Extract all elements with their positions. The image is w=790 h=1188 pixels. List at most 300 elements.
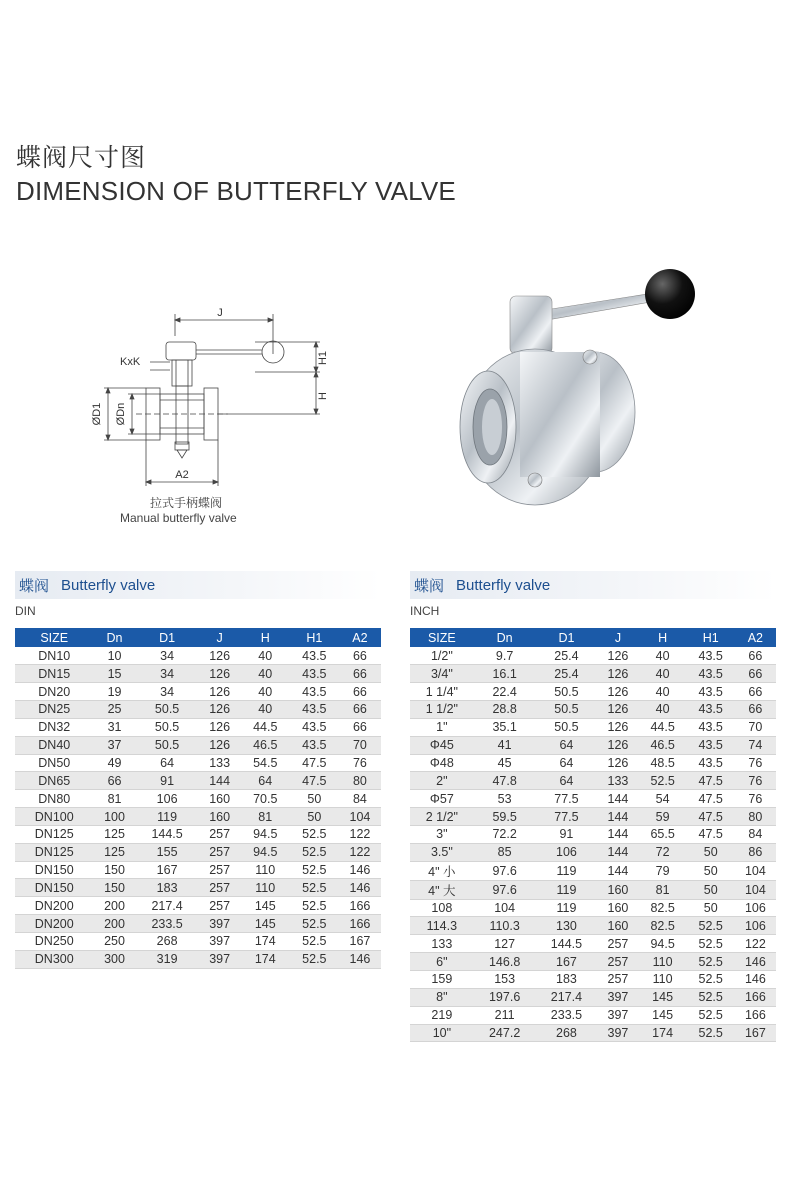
table-row xyxy=(15,647,381,665)
table-cell: 44.5 xyxy=(241,718,290,736)
table-cell: 126 xyxy=(597,647,638,665)
table-row xyxy=(15,950,381,968)
table-cell: 160 xyxy=(597,917,638,935)
table-cell: 2" xyxy=(410,772,474,790)
table-cell: 50 xyxy=(687,861,735,880)
table-cell: DN40 xyxy=(15,736,94,754)
column-header: SIZE xyxy=(427,630,456,645)
table-cell: 10 xyxy=(94,647,136,665)
table-cell: 64 xyxy=(536,772,598,790)
table-cell: 50 xyxy=(687,880,735,899)
table-row xyxy=(410,754,776,772)
table-cell: DN200 xyxy=(15,897,94,915)
table-cell: 70 xyxy=(735,718,776,736)
table-cell: 104 xyxy=(474,899,536,917)
table-cell: 59 xyxy=(639,808,687,826)
table-cell: 52.5 xyxy=(687,935,735,953)
column-header: H xyxy=(260,630,270,645)
table-cell: 43.5 xyxy=(687,647,735,665)
table-cell: 155 xyxy=(136,843,199,861)
table-cell: 126 xyxy=(199,647,241,665)
table-cell: 146 xyxy=(339,950,381,968)
table-cell: 126 xyxy=(199,683,241,701)
table-cell: 66 xyxy=(339,718,381,736)
din-section xyxy=(15,571,381,969)
table-row xyxy=(410,988,776,1006)
table-cell: 110 xyxy=(241,879,290,897)
table-cell: 94.5 xyxy=(639,935,687,953)
table-cell: 44.5 xyxy=(639,718,687,736)
din-dimension-table xyxy=(15,628,381,969)
table-cell: 40 xyxy=(639,701,687,719)
inch-table-body xyxy=(410,647,776,1042)
table-row xyxy=(410,701,776,719)
table-cell: 65.5 xyxy=(639,825,687,843)
table-cell: 122 xyxy=(339,843,381,861)
table-cell: 126 xyxy=(199,718,241,736)
table-cell: 52.5 xyxy=(687,1024,735,1042)
table-cell: 160 xyxy=(597,880,638,899)
table-cell: 52.5 xyxy=(687,917,735,935)
table-cell: 66 xyxy=(339,683,381,701)
table-row xyxy=(15,754,381,772)
table-cell: 41 xyxy=(474,736,536,754)
table-cell: 257 xyxy=(199,843,241,861)
dimension-drawing xyxy=(80,296,340,526)
table-cell: Φ57 xyxy=(410,790,474,808)
table-cell: 1" xyxy=(410,718,474,736)
table-cell: Φ45 xyxy=(410,736,474,754)
table-cell: 200 xyxy=(94,915,136,933)
table-row xyxy=(15,825,381,843)
table-row xyxy=(15,718,381,736)
table-cell: 126 xyxy=(597,683,638,701)
table-cell: 50.5 xyxy=(136,736,199,754)
table-cell: DN65 xyxy=(15,772,94,790)
table-row xyxy=(15,736,381,754)
table-cell: 35.1 xyxy=(474,718,536,736)
butterfly-valve-image xyxy=(450,262,720,512)
table-row xyxy=(410,772,776,790)
table-cell: 52.5 xyxy=(687,1006,735,1024)
table-cell: 219 xyxy=(410,1006,474,1024)
table-cell: 130 xyxy=(536,917,598,935)
table-cell: 72 xyxy=(639,843,687,861)
table-cell: DN200 xyxy=(15,915,94,933)
table-row xyxy=(410,718,776,736)
table-cell: DN20 xyxy=(15,683,94,701)
din-table-body xyxy=(15,647,381,968)
table-row xyxy=(15,897,381,915)
table-cell: Φ48 xyxy=(410,754,474,772)
table-cell: 4" 大 xyxy=(410,880,474,899)
table-cell: 146 xyxy=(339,861,381,879)
table-cell: 47.5 xyxy=(290,754,339,772)
table-cell: 217.4 xyxy=(136,897,199,915)
table-cell: 64 xyxy=(136,754,199,772)
table-cell: 197.6 xyxy=(474,988,536,1006)
table-cell: 25.4 xyxy=(536,647,598,665)
table-cell: 76 xyxy=(735,790,776,808)
table-cell: 40 xyxy=(639,683,687,701)
column-header: D1 xyxy=(558,630,575,645)
table-cell: 108 xyxy=(410,899,474,917)
table-cell: 40 xyxy=(639,647,687,665)
table-cell: 125 xyxy=(94,825,136,843)
table-cell: 145 xyxy=(241,897,290,915)
table-cell: 49 xyxy=(94,754,136,772)
table-cell: 37 xyxy=(94,736,136,754)
table-cell: 25 xyxy=(94,701,136,719)
label-h1: H1 xyxy=(317,350,329,366)
table-row xyxy=(15,701,381,719)
table-cell: 85 xyxy=(474,843,536,861)
label-a2: A2 xyxy=(175,469,189,481)
table-cell: DN150 xyxy=(15,879,94,897)
table-cell: 84 xyxy=(735,825,776,843)
table-cell: DN150 xyxy=(15,861,94,879)
table-cell: 81 xyxy=(94,790,136,808)
table-cell: 2 1/2" xyxy=(410,808,474,826)
table-cell: DN125 xyxy=(15,825,94,843)
table-cell: 15 xyxy=(94,665,136,683)
table-cell: 126 xyxy=(597,701,638,719)
table-cell: 43.5 xyxy=(687,683,735,701)
table-cell: 200 xyxy=(94,897,136,915)
inch-dimension-table xyxy=(410,628,776,1042)
table-cell: 43.5 xyxy=(290,665,339,683)
table-cell: 1/2" xyxy=(410,647,474,665)
table-cell: 257 xyxy=(597,935,638,953)
table-cell: 166 xyxy=(735,1006,776,1024)
table-cell: 40 xyxy=(241,701,290,719)
table-cell: 3" xyxy=(410,825,474,843)
table-row xyxy=(15,665,381,683)
table-cell: DN100 xyxy=(15,808,94,826)
table-cell: DN250 xyxy=(15,933,94,951)
table-cell: 257 xyxy=(597,953,638,971)
table-cell: 43.5 xyxy=(290,718,339,736)
table-cell: 233.5 xyxy=(136,915,199,933)
table-cell: 126 xyxy=(597,736,638,754)
table-cell: 66 xyxy=(339,701,381,719)
table-cell: 43.5 xyxy=(290,647,339,665)
table-cell: 126 xyxy=(199,665,241,683)
table-cell: 1 1/2" xyxy=(410,701,474,719)
table-cell: 104 xyxy=(339,808,381,826)
table-cell: 146 xyxy=(735,971,776,989)
table-cell: 66 xyxy=(735,683,776,701)
table-cell: 52.5 xyxy=(290,825,339,843)
table-cell: 122 xyxy=(339,825,381,843)
table-cell: 211 xyxy=(474,1006,536,1024)
column-header: A2 xyxy=(352,630,368,645)
table-cell: 144 xyxy=(597,790,638,808)
table-cell: DN50 xyxy=(15,754,94,772)
table-cell: 48.5 xyxy=(639,754,687,772)
table-row xyxy=(410,880,776,899)
table-cell: 50 xyxy=(290,808,339,826)
column-header: SIZE xyxy=(40,630,69,645)
table-cell: 66 xyxy=(735,647,776,665)
table-cell: 91 xyxy=(136,772,199,790)
table-cell: 43.5 xyxy=(687,736,735,754)
table-cell: 45 xyxy=(474,754,536,772)
table-cell: 104 xyxy=(735,861,776,880)
table-cell: 43.5 xyxy=(290,736,339,754)
table-cell: 66 xyxy=(94,772,136,790)
table-cell: 114.3 xyxy=(410,917,474,935)
table-row xyxy=(15,843,381,861)
table-cell: 50.5 xyxy=(536,683,598,701)
column-header: A2 xyxy=(747,630,764,645)
table-row xyxy=(410,825,776,843)
label-dn: ØDn xyxy=(115,402,127,426)
table-cell: DN25 xyxy=(15,701,94,719)
table-cell: 145 xyxy=(241,915,290,933)
table-row xyxy=(410,843,776,861)
table-cell: 3.5" xyxy=(410,843,474,861)
table-cell: DN32 xyxy=(15,718,94,736)
column-header: D1 xyxy=(159,630,176,645)
table-cell: 126 xyxy=(597,718,638,736)
table-cell: 119 xyxy=(536,880,598,899)
table-cell: 167 xyxy=(735,1024,776,1042)
table-cell: 106 xyxy=(735,899,776,917)
table-cell: 66 xyxy=(735,665,776,683)
table-cell: 52.5 xyxy=(290,879,339,897)
table-cell: 97.6 xyxy=(474,861,536,880)
table-cell: 46.5 xyxy=(241,736,290,754)
table-cell: 257 xyxy=(199,825,241,843)
table-row xyxy=(410,971,776,989)
table-cell: 150 xyxy=(94,861,136,879)
table-cell: 40 xyxy=(241,647,290,665)
table-cell: 126 xyxy=(597,754,638,772)
inch-table-head xyxy=(410,628,776,647)
table-cell: 145 xyxy=(639,1006,687,1024)
inch-standard-label: INCH xyxy=(410,604,440,618)
table-cell: 70 xyxy=(339,736,381,754)
table-cell: 64 xyxy=(536,736,598,754)
table-cell: 144 xyxy=(597,843,638,861)
table-row xyxy=(15,683,381,701)
column-header: H1 xyxy=(702,630,719,645)
table-cell: 19 xyxy=(94,683,136,701)
table-row xyxy=(15,808,381,826)
table-cell: 50.5 xyxy=(136,701,199,719)
table-cell: 43.5 xyxy=(687,718,735,736)
table-cell: 166 xyxy=(735,988,776,1006)
column-header: J xyxy=(614,630,622,645)
table-cell: 183 xyxy=(536,971,598,989)
table-cell: 8" xyxy=(410,988,474,1006)
table-cell: 74 xyxy=(735,736,776,754)
table-cell: 47.5 xyxy=(687,825,735,843)
table-cell: 52.5 xyxy=(290,861,339,879)
table-cell: 40 xyxy=(241,683,290,701)
table-cell: 86 xyxy=(735,843,776,861)
table-row xyxy=(410,665,776,683)
table-row xyxy=(410,935,776,953)
table-cell: 183 xyxy=(136,879,199,897)
table-cell: 54.5 xyxy=(241,754,290,772)
table-cell: 46.5 xyxy=(639,736,687,754)
table-cell: 64 xyxy=(241,772,290,790)
table-cell: 76 xyxy=(735,772,776,790)
table-cell: 126 xyxy=(199,701,241,719)
column-header: J xyxy=(216,630,223,645)
table-cell: 52.5 xyxy=(290,843,339,861)
table-cell: 127 xyxy=(474,935,536,953)
table-cell: 40 xyxy=(241,665,290,683)
caption-cn: 拉式手柄蝶阀 xyxy=(150,496,223,510)
inch-title-cn: 蝶阀 xyxy=(414,576,445,595)
inch-section xyxy=(410,571,776,1042)
label-h: H xyxy=(317,392,329,400)
table-cell: 106 xyxy=(136,790,199,808)
table-cell: 319 xyxy=(136,950,199,968)
table-cell: 217.4 xyxy=(536,988,598,1006)
table-cell: 81 xyxy=(639,880,687,899)
table-row xyxy=(15,879,381,897)
table-cell: 145 xyxy=(639,988,687,1006)
table-cell: 119 xyxy=(536,861,598,880)
table-cell: 133 xyxy=(199,754,241,772)
table-cell: 52.5 xyxy=(290,950,339,968)
table-cell: 146 xyxy=(339,879,381,897)
table-cell: 47.5 xyxy=(687,808,735,826)
label-kxk: KxK xyxy=(120,356,141,368)
table-cell: 84 xyxy=(339,790,381,808)
table-cell: 144.5 xyxy=(536,935,598,953)
table-cell: 104 xyxy=(735,880,776,899)
table-cell: DN10 xyxy=(15,647,94,665)
table-cell: 397 xyxy=(597,988,638,1006)
table-cell: 77.5 xyxy=(536,808,598,826)
page-title-en: DIMENSION OF BUTTERFLY VALVE xyxy=(16,176,456,206)
table-cell: 50.5 xyxy=(536,701,598,719)
table-cell: 54 xyxy=(639,790,687,808)
table-cell: 397 xyxy=(597,1006,638,1024)
table-cell: 397 xyxy=(597,1024,638,1042)
table-cell: DN300 xyxy=(15,950,94,968)
table-cell: 160 xyxy=(597,899,638,917)
table-cell: 110 xyxy=(241,861,290,879)
table-cell: 50.5 xyxy=(536,718,598,736)
table-cell: 59.5 xyxy=(474,808,536,826)
table-cell: 25.4 xyxy=(536,665,598,683)
table-cell: 122 xyxy=(735,935,776,953)
table-cell: DN125 xyxy=(15,843,94,861)
table-cell: 160 xyxy=(199,808,241,826)
table-cell: 6" xyxy=(410,953,474,971)
label-d1: ØD1 xyxy=(91,402,103,426)
table-row xyxy=(15,790,381,808)
table-cell: 43.5 xyxy=(290,683,339,701)
table-cell: 4" 小 xyxy=(410,861,474,880)
table-cell: 174 xyxy=(241,950,290,968)
table-row xyxy=(410,808,776,826)
table-cell: 166 xyxy=(339,897,381,915)
table-cell: 257 xyxy=(199,861,241,879)
table-cell: 52.5 xyxy=(639,772,687,790)
table-cell: 268 xyxy=(536,1024,598,1042)
table-row xyxy=(410,683,776,701)
table-cell: 146.8 xyxy=(474,953,536,971)
table-cell: DN80 xyxy=(15,790,94,808)
din-title-cn: 蝶阀 xyxy=(19,576,50,595)
table-cell: 52.5 xyxy=(687,971,735,989)
page-title-cn: 蝶阀尺寸图 xyxy=(16,143,147,172)
table-row xyxy=(410,1006,776,1024)
table-cell: 94.5 xyxy=(241,843,290,861)
table-cell: 397 xyxy=(199,915,241,933)
table-cell: 16.1 xyxy=(474,665,536,683)
table-row xyxy=(410,899,776,917)
column-header: Dn xyxy=(106,630,123,645)
table-cell: 94.5 xyxy=(241,825,290,843)
table-cell: 106 xyxy=(735,917,776,935)
table-cell: 22.4 xyxy=(474,683,536,701)
table-cell: 43.5 xyxy=(687,701,735,719)
table-cell: 80 xyxy=(339,772,381,790)
product-photo xyxy=(450,262,720,512)
table-cell: 3/4" xyxy=(410,665,474,683)
table-cell: 43.5 xyxy=(687,754,735,772)
table-cell: 133 xyxy=(597,772,638,790)
dimension-drawing-svg xyxy=(80,296,340,496)
column-header: Dn xyxy=(496,630,513,645)
table-cell: 9.7 xyxy=(474,647,536,665)
table-cell: 144 xyxy=(597,808,638,826)
table-cell: 1 1/4" xyxy=(410,683,474,701)
table-cell: 50 xyxy=(687,899,735,917)
table-cell: 52.5 xyxy=(290,915,339,933)
table-cell: 64 xyxy=(536,754,598,772)
table-cell: 150 xyxy=(94,879,136,897)
table-cell: DN15 xyxy=(15,665,94,683)
table-cell: 47.5 xyxy=(687,790,735,808)
table-cell: 166 xyxy=(339,915,381,933)
table-cell: 31 xyxy=(94,718,136,736)
table-cell: 34 xyxy=(136,665,199,683)
table-cell: 144 xyxy=(199,772,241,790)
table-cell: 397 xyxy=(199,950,241,968)
table-cell: 126 xyxy=(199,736,241,754)
label-j: J xyxy=(217,307,223,319)
table-cell: 50 xyxy=(687,843,735,861)
table-cell: 82.5 xyxy=(639,917,687,935)
table-cell: 52.5 xyxy=(687,953,735,971)
table-cell: 52.5 xyxy=(290,897,339,915)
table-row xyxy=(15,861,381,879)
table-cell: 34 xyxy=(136,647,199,665)
table-cell: 160 xyxy=(199,790,241,808)
table-row xyxy=(15,915,381,933)
din-section-header xyxy=(15,571,381,599)
table-cell: 70.5 xyxy=(241,790,290,808)
table-cell: 257 xyxy=(199,879,241,897)
table-cell: 125 xyxy=(94,843,136,861)
table-cell: 43.5 xyxy=(290,701,339,719)
table-row xyxy=(410,736,776,754)
table-cell: 97.6 xyxy=(474,880,536,899)
table-cell: 40 xyxy=(639,665,687,683)
table-cell: 81 xyxy=(241,808,290,826)
table-cell: 91 xyxy=(536,825,598,843)
table-cell: 43.5 xyxy=(687,665,735,683)
